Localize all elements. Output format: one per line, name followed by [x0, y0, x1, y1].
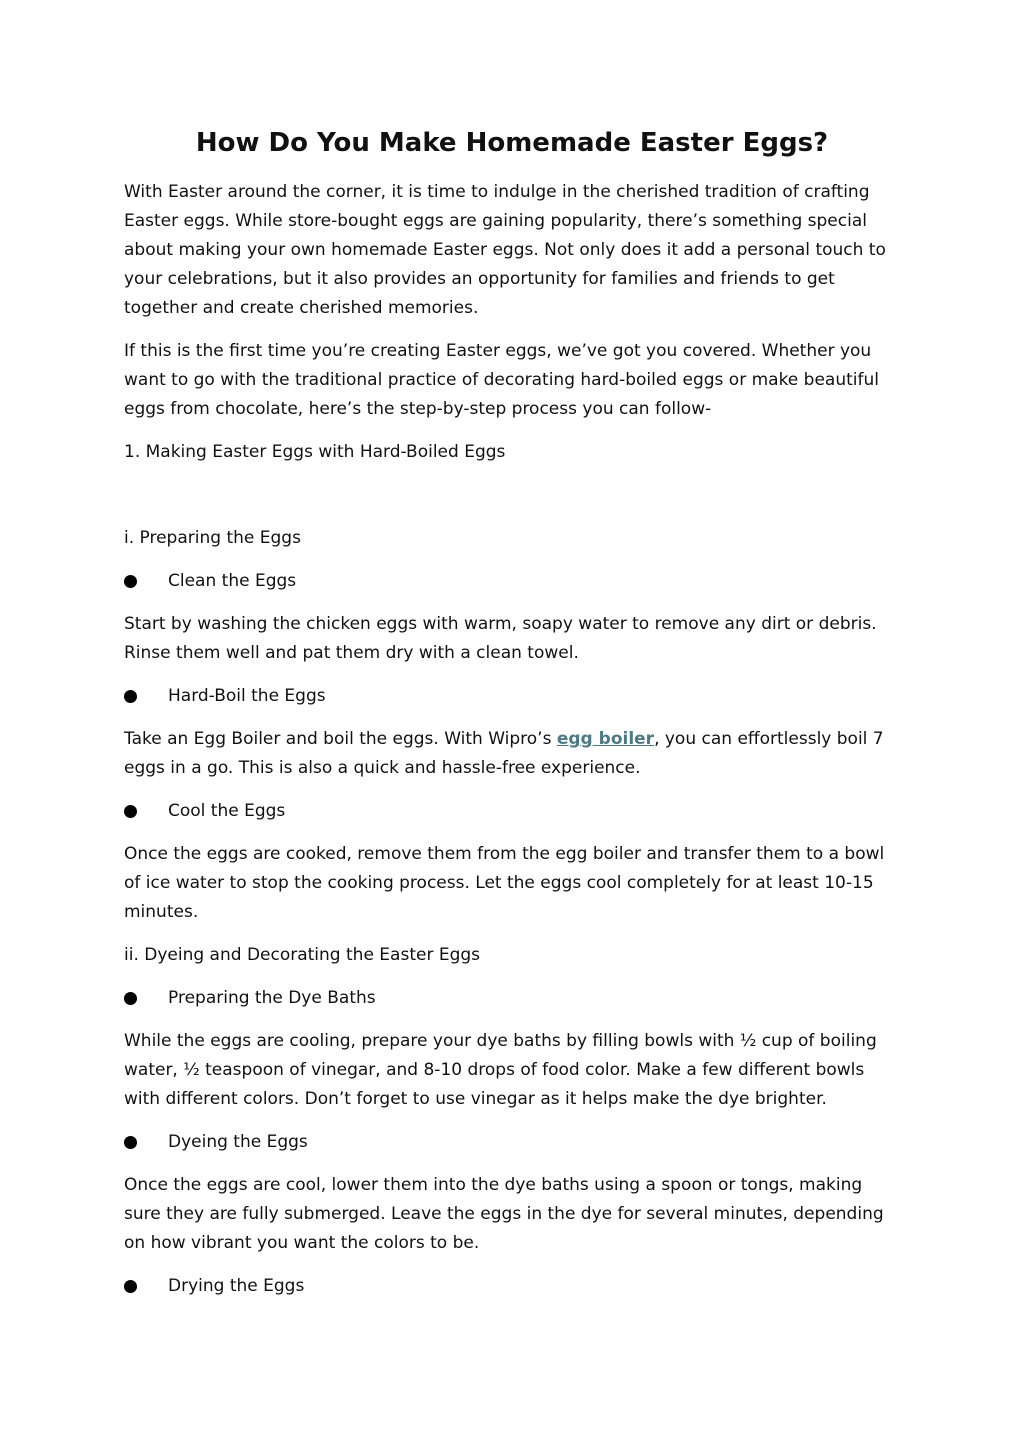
bullet-label: Cool the Eggs [168, 801, 286, 821]
blank-line [124, 481, 900, 524]
bullet-icon [124, 690, 137, 703]
step-paragraph: Once the eggs are cool, lower them into the dye baths using a spoon or tongs, making sure they are fully submerged. Leave the eggs in the dye for several minutes, depending on how vibrant you want the colors to be. [124, 1175, 884, 1253]
egg-boiler-link[interactable]: egg boiler [556, 729, 655, 749]
bullet-label: Drying the Eggs [168, 1276, 305, 1296]
bullet-item-cool [124, 797, 900, 826]
paragraph-text: , you can effortlessly boil 7 eggs in a go. This is also a quick and hassle-free experience. [124, 729, 884, 778]
intro-paragraph: If this is the first time you’re creating Easter eggs, we’ve got you covered. Whether you want to go with the traditional practice of decorating hard-boiled eggs or make beautiful eggs from chocolate, here’s the step-by-step process you can follow- [124, 341, 879, 419]
bullet-label: Preparing the Dye Baths [168, 988, 376, 1008]
bullet-label: Dyeing the Eggs [168, 1132, 308, 1152]
bullet-label: Clean the Eggs [168, 571, 297, 591]
subsection-heading: ii. Dyeing and Decorating the Easter Eggs [124, 945, 481, 965]
section-heading: 1. Making Easter Eggs with Hard-Boiled Eggs [124, 442, 506, 462]
bullet-icon [124, 1136, 137, 1149]
intro-paragraph: With Easter around the corner, it is time to indulge in the cherished tradition of crafting Easter eggs. While store-bought eggs are gaining popularity, there’s something special about making your own homemade Easter eggs. Not only does it add a personal touch to your celebrations, but it also provides an opportunity for families and friends to get together and create cherished memories. [124, 182, 886, 318]
bullet-icon [124, 575, 137, 588]
subsection-heading: i. Preparing the Eggs [124, 528, 301, 548]
bullet-label: Hard-Boil the Eggs [168, 686, 326, 706]
bullet-item-hard-boil [124, 682, 900, 711]
step-paragraph: While the eggs are cooling, prepare your dye baths by filling bowls with ½ cup of boiling water, ½ teaspoon of vinegar, and 8-10 drops of food color. Make a few different bowls with different colors. Don’t forget to use vinegar as it helps make the dye brighter. [124, 1031, 877, 1109]
step-paragraph [124, 725, 900, 783]
bullet-icon [124, 1280, 137, 1293]
bullet-item-dyeing [124, 1128, 900, 1157]
bullet-icon [124, 992, 137, 1005]
step-paragraph: Once the eggs are cooked, remove them from the egg boiler and transfer them to a bowl of ice water to stop the cooking process. Let the eggs cool completely for at least 10-15 minutes. [124, 844, 885, 922]
bullet-item-clean [124, 567, 900, 596]
bullet-item-dye-baths [124, 984, 900, 1013]
step-paragraph: Start by washing the chicken eggs with warm, soapy water to remove any dirt or debris. Rinse them well and pat them dry with a clean towel. [124, 614, 877, 663]
bullet-icon [124, 805, 137, 818]
bullet-item-drying [124, 1272, 900, 1301]
paragraph-text: Take an Egg Boiler and boil the eggs. With Wipro’s [124, 729, 557, 749]
document-body [124, 122, 900, 1315]
page-title: How Do You Make Homemade Easter Eggs? [195, 128, 829, 158]
